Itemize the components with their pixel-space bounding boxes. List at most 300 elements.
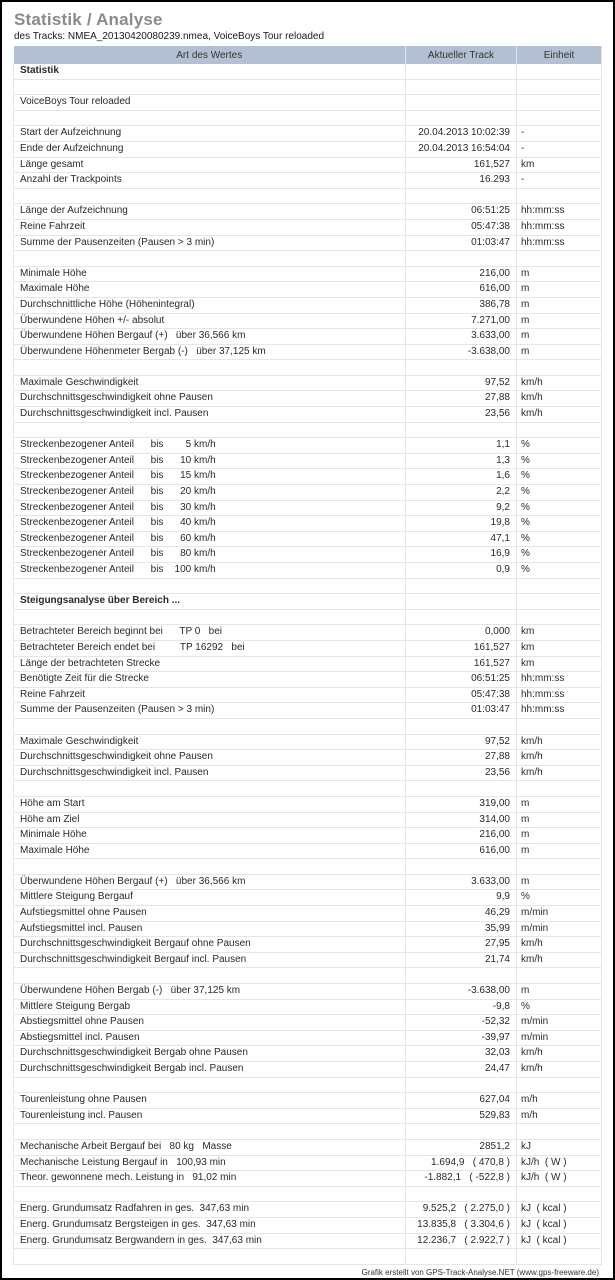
table-row bbox=[14, 1139, 602, 1155]
row-unit: kJ ( kcal ) bbox=[517, 1202, 602, 1218]
row-label: Streckenbezogener Anteil bis 10 km/h bbox=[14, 453, 406, 469]
row-label: Aufstiegsmittel ohne Pausen bbox=[14, 906, 406, 922]
row-unit: km/h bbox=[517, 952, 602, 968]
row-value: 47,1 bbox=[406, 531, 517, 547]
page-title: Statistik / Analyse bbox=[14, 10, 163, 29]
row-label: Abstiegsmittel incl. Pausen bbox=[14, 1030, 406, 1046]
table-row bbox=[14, 313, 602, 329]
row-label bbox=[14, 781, 406, 797]
row-unit bbox=[517, 609, 602, 625]
table-row bbox=[14, 1062, 602, 1078]
table-row bbox=[14, 1108, 602, 1124]
table-row bbox=[14, 1233, 602, 1249]
row-value: 9.525,2 ( 2.275,0 ) bbox=[406, 1202, 517, 1218]
row-label: Theor. gewonnene mech. Leistung in 91,02 min bbox=[14, 1171, 406, 1187]
table-row bbox=[14, 672, 602, 688]
table-row bbox=[14, 937, 602, 953]
row-label: Tourenleistung ohne Pausen bbox=[14, 1093, 406, 1109]
row-value: 161,527 bbox=[406, 157, 517, 173]
table-row bbox=[14, 500, 602, 516]
row-label: Energ. Grundumsatz Radfahren in ges. 347,63 min bbox=[14, 1202, 406, 1218]
row-value: -9,8 bbox=[406, 999, 517, 1015]
row-unit bbox=[517, 188, 602, 204]
row-unit: km/h bbox=[517, 391, 602, 407]
table-row-blank bbox=[14, 859, 602, 875]
table-row-blank bbox=[14, 578, 602, 594]
row-unit: m bbox=[517, 796, 602, 812]
table-row bbox=[14, 547, 602, 563]
row-label: Maximale Geschwindigkeit bbox=[14, 734, 406, 750]
table-row bbox=[14, 157, 602, 173]
row-unit bbox=[517, 781, 602, 797]
row-unit: km/h bbox=[517, 734, 602, 750]
row-unit: m bbox=[517, 828, 602, 844]
row-label bbox=[14, 859, 406, 875]
row-unit: km bbox=[517, 656, 602, 672]
row-value: 1.694,9 ( 470,8 ) bbox=[406, 1155, 517, 1171]
row-unit: km bbox=[517, 640, 602, 656]
row-label: Streckenbezogener Anteil bis 20 km/h bbox=[14, 485, 406, 501]
row-label: Mechanische Arbeit Bergauf bei 80 kg Masse bbox=[14, 1139, 406, 1155]
row-value: 19,8 bbox=[406, 516, 517, 532]
table-row bbox=[14, 906, 602, 922]
table-row-blank bbox=[14, 781, 602, 797]
row-label: Länge gesamt bbox=[14, 157, 406, 173]
row-label: Energ. Grundumsatz Bergwandern in ges. 347,63 min bbox=[14, 1233, 406, 1249]
row-value bbox=[406, 1249, 517, 1265]
row-unit: m bbox=[517, 344, 602, 360]
row-value: 46,29 bbox=[406, 906, 517, 922]
row-value: 24,47 bbox=[406, 1062, 517, 1078]
row-unit: km/h bbox=[517, 765, 602, 781]
row-value: 20.04.2013 16:54:04 bbox=[406, 141, 517, 157]
column-header-type: Art des Wertes bbox=[14, 46, 406, 64]
row-value: 0,9 bbox=[406, 563, 517, 579]
row-label bbox=[14, 1249, 406, 1265]
table-row bbox=[14, 438, 602, 454]
row-value bbox=[406, 781, 517, 797]
row-value: 161,527 bbox=[406, 656, 517, 672]
row-value: -39,97 bbox=[406, 1030, 517, 1046]
row-label: Durchschnittsgeschwindigkeit Bergauf incl. Pausen bbox=[14, 952, 406, 968]
table-row bbox=[14, 516, 602, 532]
row-label: Maximale Höhe bbox=[14, 843, 406, 859]
row-value: 1,6 bbox=[406, 469, 517, 485]
row-label: Streckenbezogener Anteil bis 60 km/h bbox=[14, 531, 406, 547]
row-unit bbox=[517, 95, 602, 111]
row-unit: - bbox=[517, 126, 602, 142]
table-row-blank bbox=[14, 1077, 602, 1093]
row-value: 13.835,8 ( 3.304,6 ) bbox=[406, 1217, 517, 1233]
table-row-blank bbox=[14, 360, 602, 376]
row-label: Länge der Aufzeichnung bbox=[14, 204, 406, 220]
row-unit: % bbox=[517, 999, 602, 1015]
row-unit: km/h bbox=[517, 375, 602, 391]
row-unit bbox=[517, 578, 602, 594]
row-value bbox=[406, 594, 517, 610]
table-row bbox=[14, 796, 602, 812]
row-unit: m bbox=[517, 266, 602, 282]
row-label: Höhe am Ziel bbox=[14, 812, 406, 828]
table-row bbox=[14, 843, 602, 859]
row-unit bbox=[517, 110, 602, 126]
table-row bbox=[14, 141, 602, 157]
row-value: 627,04 bbox=[406, 1093, 517, 1109]
row-unit: m bbox=[517, 984, 602, 1000]
table-row bbox=[14, 999, 602, 1015]
table-row bbox=[14, 1171, 602, 1187]
row-label bbox=[14, 718, 406, 734]
row-unit: m/min bbox=[517, 921, 602, 937]
row-value: 01:03:47 bbox=[406, 703, 517, 719]
table-row-blank bbox=[14, 1249, 602, 1265]
row-value: 161,527 bbox=[406, 640, 517, 656]
row-value: 16.293 bbox=[406, 173, 517, 189]
table-row-blank bbox=[14, 110, 602, 126]
row-unit: % bbox=[517, 485, 602, 501]
row-label bbox=[14, 578, 406, 594]
row-value: 06:51:25 bbox=[406, 672, 517, 688]
table-header-row bbox=[14, 46, 602, 64]
row-label: Anzahl der Trackpoints bbox=[14, 173, 406, 189]
row-unit: m bbox=[517, 313, 602, 329]
row-value: 386,78 bbox=[406, 297, 517, 313]
row-value: 27,88 bbox=[406, 391, 517, 407]
row-unit bbox=[517, 251, 602, 267]
row-label: Durchschnittsgeschwindigkeit Bergauf ohne Pausen bbox=[14, 937, 406, 953]
row-label: Minimale Höhe bbox=[14, 828, 406, 844]
row-value: 529,83 bbox=[406, 1108, 517, 1124]
row-unit: hh:mm:ss bbox=[517, 687, 602, 703]
row-label: Start der Aufzeichnung bbox=[14, 126, 406, 142]
table-row bbox=[14, 391, 602, 407]
row-unit: % bbox=[517, 563, 602, 579]
row-label: Überwundene Höhen Bergauf (+) über 36,566 km bbox=[14, 329, 406, 345]
row-unit: m/min bbox=[517, 1030, 602, 1046]
row-unit: hh:mm:ss bbox=[517, 703, 602, 719]
row-label: Tourenleistung incl. Pausen bbox=[14, 1108, 406, 1124]
table-row bbox=[14, 812, 602, 828]
row-unit: % bbox=[517, 890, 602, 906]
row-unit: km bbox=[517, 157, 602, 173]
row-unit: hh:mm:ss bbox=[517, 204, 602, 220]
row-unit: km/h bbox=[517, 1062, 602, 1078]
page-subtitle: des Tracks: NMEA_20130420080239.nmea, VoiceBoys Tour reloaded bbox=[14, 31, 325, 42]
row-label: Betrachteter Bereich endet bei TP 16292 bei bbox=[14, 640, 406, 656]
column-header-unit: Einheit bbox=[517, 46, 602, 64]
table-row-blank bbox=[14, 718, 602, 734]
table-row bbox=[14, 64, 602, 79]
row-value: 0,000 bbox=[406, 625, 517, 641]
row-label: Summe der Pausenzeiten (Pausen > 3 min) bbox=[14, 703, 406, 719]
row-value: 314,00 bbox=[406, 812, 517, 828]
row-label: Minimale Höhe bbox=[14, 266, 406, 282]
row-value: 1,1 bbox=[406, 438, 517, 454]
row-unit bbox=[517, 1249, 602, 1265]
row-label bbox=[14, 110, 406, 126]
table-row bbox=[14, 375, 602, 391]
row-label bbox=[14, 609, 406, 625]
row-value: 05:47:38 bbox=[406, 219, 517, 235]
row-label: Überwundene Höhen Bergauf (+) über 36,566 km bbox=[14, 874, 406, 890]
table-row bbox=[14, 126, 602, 142]
row-unit bbox=[517, 859, 602, 875]
row-label: Benötigte Zeit für die Strecke bbox=[14, 672, 406, 688]
row-value: 319,00 bbox=[406, 796, 517, 812]
row-unit: kJ/h ( W ) bbox=[517, 1155, 602, 1171]
row-label: Ende der Aufzeichnung bbox=[14, 141, 406, 157]
row-label: Statistik bbox=[14, 64, 406, 79]
row-unit bbox=[517, 79, 602, 95]
row-label bbox=[14, 1186, 406, 1202]
table-row bbox=[14, 625, 602, 641]
row-value bbox=[406, 79, 517, 95]
row-label: Mittlere Steigung Bergab bbox=[14, 999, 406, 1015]
table-row bbox=[14, 594, 602, 610]
table-row bbox=[14, 266, 602, 282]
table-row bbox=[14, 921, 602, 937]
row-value bbox=[406, 1186, 517, 1202]
table-row bbox=[14, 563, 602, 579]
row-label: Streckenbezogener Anteil bis 40 km/h bbox=[14, 516, 406, 532]
row-label: Aufstiegsmittel incl. Pausen bbox=[14, 921, 406, 937]
row-label: Abstiegsmittel ohne Pausen bbox=[14, 1015, 406, 1031]
row-value: 06:51:25 bbox=[406, 204, 517, 220]
row-value: -52,32 bbox=[406, 1015, 517, 1031]
row-unit: m/h bbox=[517, 1093, 602, 1109]
report-page bbox=[2, 2, 613, 1278]
row-unit bbox=[517, 1186, 602, 1202]
row-value bbox=[406, 422, 517, 438]
row-unit bbox=[517, 1077, 602, 1093]
row-label bbox=[14, 251, 406, 267]
row-value: 27,95 bbox=[406, 937, 517, 953]
row-label: Steigungsanalyse über Bereich ... bbox=[14, 594, 406, 610]
row-label: Streckenbezogener Anteil bis 100 km/h bbox=[14, 563, 406, 579]
row-label: Maximale Geschwindigkeit bbox=[14, 375, 406, 391]
table-row bbox=[14, 407, 602, 423]
table-row-blank bbox=[14, 609, 602, 625]
row-value: 7.271,00 bbox=[406, 313, 517, 329]
row-label: Höhe am Start bbox=[14, 796, 406, 812]
table-row bbox=[14, 282, 602, 298]
row-value: 01:03:47 bbox=[406, 235, 517, 251]
row-label: Streckenbezogener Anteil bis 15 km/h bbox=[14, 469, 406, 485]
table-row bbox=[14, 235, 602, 251]
row-unit: kJ ( kcal ) bbox=[517, 1233, 602, 1249]
table-row bbox=[14, 734, 602, 750]
table-row-blank bbox=[14, 422, 602, 438]
row-value: 97,52 bbox=[406, 734, 517, 750]
row-value bbox=[406, 859, 517, 875]
row-label bbox=[14, 422, 406, 438]
row-label bbox=[14, 188, 406, 204]
row-label: Durchschnittsgeschwindigkeit Bergab ohne Pausen bbox=[14, 1046, 406, 1062]
row-label: Durchschnittsgeschwindigkeit ohne Pausen bbox=[14, 750, 406, 766]
row-value: -3.638,00 bbox=[406, 984, 517, 1000]
row-label: Reine Fahrzeit bbox=[14, 687, 406, 703]
row-unit: km/h bbox=[517, 750, 602, 766]
row-unit: hh:mm:ss bbox=[517, 672, 602, 688]
row-label: Energ. Grundumsatz Bergsteigen in ges. 347,63 min bbox=[14, 1217, 406, 1233]
statistics-table bbox=[13, 46, 602, 1265]
table-row bbox=[14, 95, 602, 111]
table-row bbox=[14, 750, 602, 766]
row-unit: - bbox=[517, 173, 602, 189]
table-row bbox=[14, 687, 602, 703]
row-value bbox=[406, 360, 517, 376]
row-unit: m/min bbox=[517, 1015, 602, 1031]
row-label bbox=[14, 968, 406, 984]
table-row-blank bbox=[14, 968, 602, 984]
row-label: Reine Fahrzeit bbox=[14, 219, 406, 235]
row-label: Streckenbezogener Anteil bis 80 km/h bbox=[14, 547, 406, 563]
row-value: 2851,2 bbox=[406, 1139, 517, 1155]
row-unit: % bbox=[517, 516, 602, 532]
row-label: Streckenbezogener Anteil bis 30 km/h bbox=[14, 500, 406, 516]
row-unit: % bbox=[517, 469, 602, 485]
table-row bbox=[14, 1155, 602, 1171]
row-unit: hh:mm:ss bbox=[517, 219, 602, 235]
row-unit bbox=[517, 594, 602, 610]
row-unit bbox=[517, 968, 602, 984]
row-value: 9,9 bbox=[406, 890, 517, 906]
row-value bbox=[406, 718, 517, 734]
table-row bbox=[14, 297, 602, 313]
row-value bbox=[406, 188, 517, 204]
table-row bbox=[14, 1093, 602, 1109]
row-label: Streckenbezogener Anteil bis 5 km/h bbox=[14, 438, 406, 454]
row-value bbox=[406, 64, 517, 79]
row-unit: km/h bbox=[517, 1046, 602, 1062]
row-unit: kJ bbox=[517, 1139, 602, 1155]
row-unit: % bbox=[517, 531, 602, 547]
row-unit: % bbox=[517, 500, 602, 516]
row-unit: m bbox=[517, 812, 602, 828]
row-value: -3.638,00 bbox=[406, 344, 517, 360]
row-unit: - bbox=[517, 141, 602, 157]
row-value: 1,3 bbox=[406, 453, 517, 469]
row-label: Länge der betrachteten Strecke bbox=[14, 656, 406, 672]
row-unit: km/h bbox=[517, 937, 602, 953]
row-unit: % bbox=[517, 453, 602, 469]
row-unit: m bbox=[517, 843, 602, 859]
table-row bbox=[14, 1217, 602, 1233]
row-label: Betrachteter Bereich beginnt bei TP 0 bei bbox=[14, 625, 406, 641]
column-header-current-track: Aktueller Track bbox=[406, 46, 517, 64]
table-row bbox=[14, 1015, 602, 1031]
row-unit: m/h bbox=[517, 1108, 602, 1124]
table-row bbox=[14, 204, 602, 220]
table-row bbox=[14, 485, 602, 501]
table-row bbox=[14, 828, 602, 844]
row-value: 3.633,00 bbox=[406, 874, 517, 890]
table-row bbox=[14, 469, 602, 485]
row-value: 3.633,00 bbox=[406, 329, 517, 345]
row-label: Summe der Pausenzeiten (Pausen > 3 min) bbox=[14, 235, 406, 251]
row-value: 23,56 bbox=[406, 765, 517, 781]
table-row bbox=[14, 952, 602, 968]
row-unit: % bbox=[517, 547, 602, 563]
row-label bbox=[14, 1124, 406, 1140]
row-label: Überwundene Höhenmeter Bergab (-) über 37,125 km bbox=[14, 344, 406, 360]
row-label: VoiceBoys Tour reloaded bbox=[14, 95, 406, 111]
row-value bbox=[406, 609, 517, 625]
table-row bbox=[14, 453, 602, 469]
credit-footer: Grafik erstellt von GPS-Track-Analyse.NET (www.gps-freeware.de) bbox=[361, 1268, 599, 1277]
row-unit bbox=[517, 422, 602, 438]
table-row bbox=[14, 1030, 602, 1046]
row-value: 20.04.2013 10:02:39 bbox=[406, 126, 517, 142]
row-label bbox=[14, 1077, 406, 1093]
row-label bbox=[14, 360, 406, 376]
row-unit: m bbox=[517, 297, 602, 313]
table-row bbox=[14, 219, 602, 235]
row-value: 9,2 bbox=[406, 500, 517, 516]
row-unit: kJ/h ( W ) bbox=[517, 1171, 602, 1187]
row-value: 21,74 bbox=[406, 952, 517, 968]
row-unit: m bbox=[517, 874, 602, 890]
table-row bbox=[14, 173, 602, 189]
table-row bbox=[14, 765, 602, 781]
row-label: Überwundene Höhen Bergab (-) über 37,125 km bbox=[14, 984, 406, 1000]
row-value bbox=[406, 1077, 517, 1093]
table-row bbox=[14, 329, 602, 345]
table-row-blank bbox=[14, 1186, 602, 1202]
row-value: 97,52 bbox=[406, 375, 517, 391]
row-unit: % bbox=[517, 438, 602, 454]
row-value: 05:47:38 bbox=[406, 687, 517, 703]
row-value: 616,00 bbox=[406, 282, 517, 298]
row-value: 616,00 bbox=[406, 843, 517, 859]
row-value bbox=[406, 95, 517, 111]
row-unit bbox=[517, 64, 602, 79]
row-unit bbox=[517, 718, 602, 734]
table-row bbox=[14, 874, 602, 890]
row-value: 16,9 bbox=[406, 547, 517, 563]
table-body bbox=[14, 64, 602, 1264]
table-row-blank bbox=[14, 188, 602, 204]
row-value: 216,00 bbox=[406, 828, 517, 844]
row-label: Durchschnittsgeschwindigkeit ohne Pausen bbox=[14, 391, 406, 407]
row-unit: m bbox=[517, 329, 602, 345]
row-label: Maximale Höhe bbox=[14, 282, 406, 298]
row-value: 32,03 bbox=[406, 1046, 517, 1062]
table-row bbox=[14, 531, 602, 547]
row-label: Überwundene Höhen +/- absolut bbox=[14, 313, 406, 329]
row-label: Durchschnittliche Höhe (Höhenintegral) bbox=[14, 297, 406, 313]
row-value: 23,56 bbox=[406, 407, 517, 423]
row-value: 12.236,7 ( 2.922,7 ) bbox=[406, 1233, 517, 1249]
table-row bbox=[14, 890, 602, 906]
table-row bbox=[14, 703, 602, 719]
row-value bbox=[406, 251, 517, 267]
table-row bbox=[14, 344, 602, 360]
table-row-blank bbox=[14, 1124, 602, 1140]
row-value: 27,88 bbox=[406, 750, 517, 766]
row-unit: kJ ( kcal ) bbox=[517, 1217, 602, 1233]
table-row bbox=[14, 1046, 602, 1062]
table-row bbox=[14, 640, 602, 656]
row-value bbox=[406, 968, 517, 984]
row-label: Durchschnittsgeschwindigkeit Bergab incl. Pausen bbox=[14, 1062, 406, 1078]
row-label: Durchschnittsgeschwindigkeit incl. Pausen bbox=[14, 765, 406, 781]
table-row bbox=[14, 1202, 602, 1218]
row-value bbox=[406, 1124, 517, 1140]
row-label: Durchschnittsgeschwindigkeit incl. Pausen bbox=[14, 407, 406, 423]
row-unit bbox=[517, 360, 602, 376]
row-value: 2,2 bbox=[406, 485, 517, 501]
